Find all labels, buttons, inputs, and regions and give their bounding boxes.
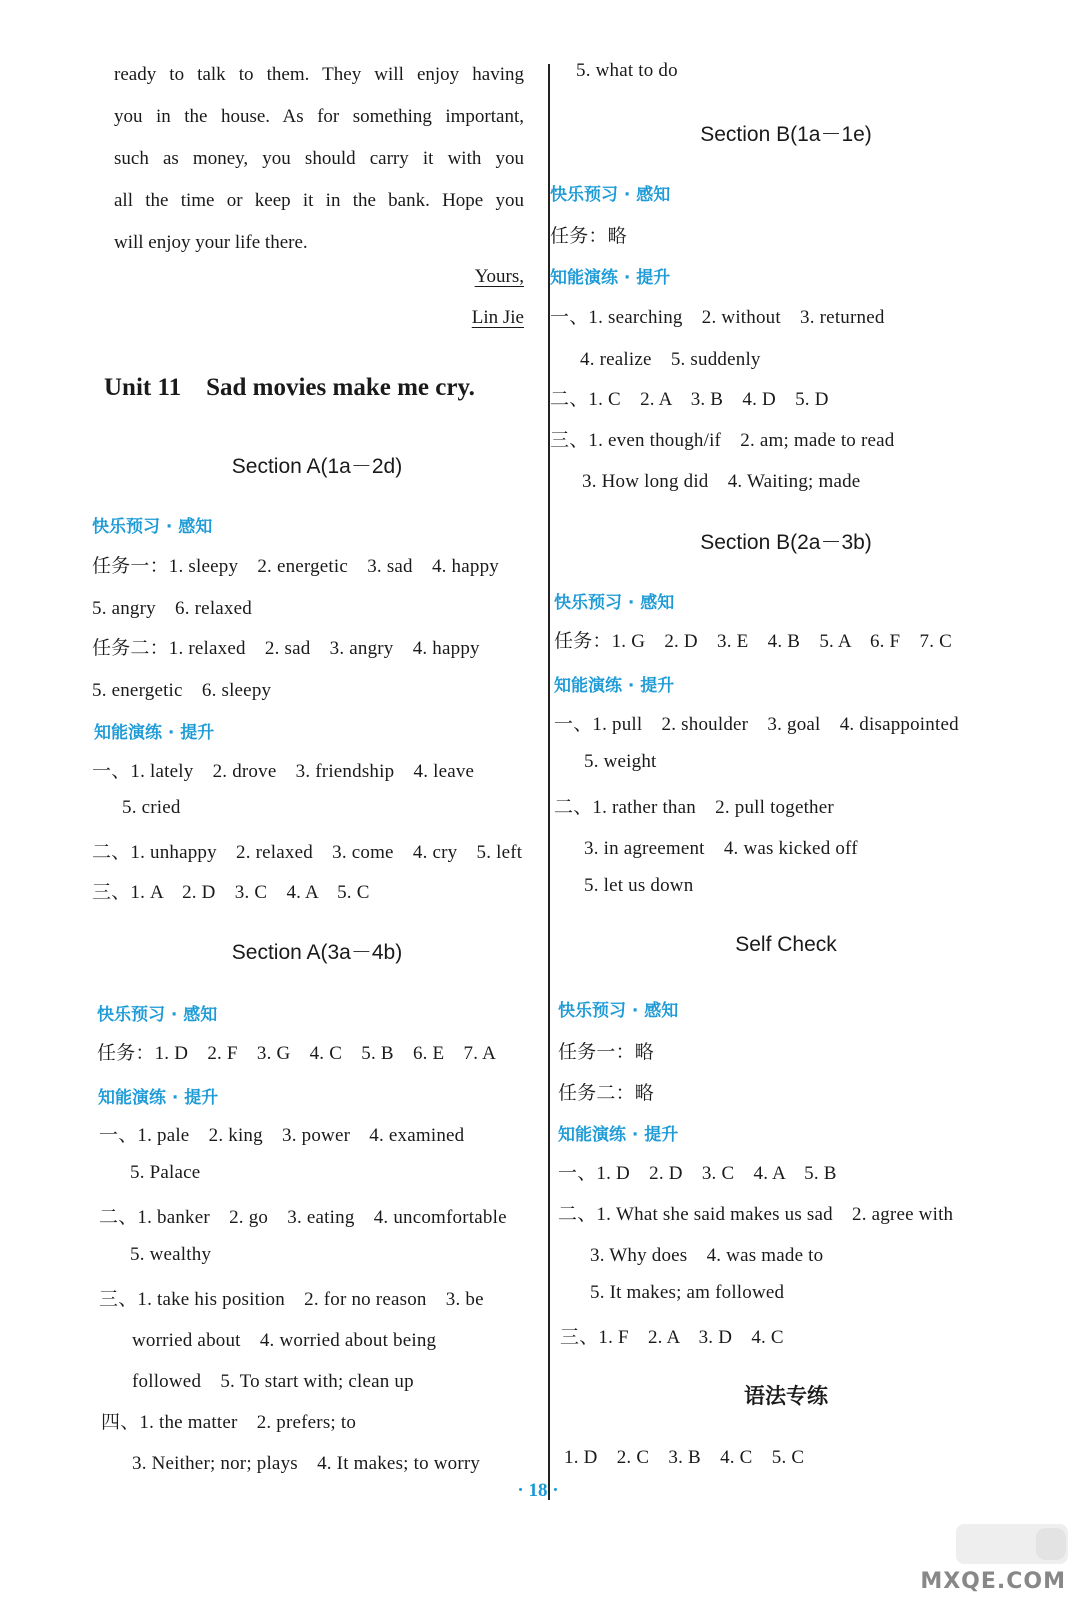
answer-line: followed 5. To start with; clean up <box>132 1371 414 1392</box>
answer-line: 1. D 2. C 3. B 4. C 5. C <box>564 1447 805 1468</box>
section-b-2a-3b-title: Section B(2a－3b) <box>700 531 872 554</box>
answer-line: 任务：1. G 2. D 3. E 4. B 5. A 6. F 7. C <box>554 631 952 652</box>
answer-line: 任务：略 <box>550 226 627 247</box>
answer-line: worried about 4. worried about being <box>132 1330 437 1351</box>
section-b-1a-1e-title: Section B(1a－1e) <box>700 123 872 146</box>
letter-line: ready to talk to them. They will enjoy having <box>114 64 524 85</box>
unit-title: Unit 11 Sad movies make me cry. <box>104 374 475 401</box>
answer-line: 三、1. A 2. D 3. C 4. A 5. C <box>92 882 370 903</box>
section-a-3a-4b-title: Section A(3a－4b) <box>231 941 403 964</box>
answer-line: 4. realize 5. suddenly <box>580 349 761 370</box>
answer-line: 三、1. take his position 2. for no reason 3. be <box>99 1289 484 1310</box>
watermark-text: MXQE.COM <box>920 1569 1066 1594</box>
page-number: · 18 · <box>517 1480 559 1501</box>
answer-line: 一、1. lately 2. drove 3. friendship 4. leave <box>92 761 475 782</box>
answer-line: 二、1. What she said makes us sad 2. agree with <box>558 1204 954 1225</box>
self-check-title: Self Check <box>735 933 837 956</box>
answer-line: 二、1. banker 2. go 3. eating 4. uncomfortable <box>99 1207 507 1228</box>
letter-line: all the time or keep it in the bank. Hope you <box>114 190 524 211</box>
answer-line: 5. Palace <box>130 1162 201 1183</box>
practice-heading: 知能演练 · 提升 <box>554 676 675 696</box>
grammar-practice-title: 语法专练 <box>744 1384 828 1408</box>
letter-line: such as money, you should carry it with you <box>114 148 524 169</box>
letter-signature: Lin Jie <box>471 307 524 328</box>
answer-line: 任务一：1. sleepy 2. energetic 3. sad 4. happy <box>92 556 499 577</box>
answer-line: 一、1. D 2. D 3. C 4. A 5. B <box>558 1163 837 1184</box>
answer-line: 5. wealthy <box>130 1244 212 1265</box>
preview-heading: 快乐预习 · 感知 <box>550 185 671 205</box>
answer-line: 二、1. rather than 2. pull together <box>554 797 834 818</box>
answer-line: 5. It makes; am followed <box>590 1282 785 1303</box>
practice-heading: 知能演练 · 提升 <box>98 1088 219 1108</box>
answer-line: 3. Neither; nor; plays 4. It makes; to worry <box>132 1453 481 1474</box>
answer-line: 任务二：1. relaxed 2. sad 3. angry 4. happy <box>92 638 480 659</box>
preview-heading: 快乐预习 · 感知 <box>554 593 675 613</box>
answer-line: 5. cried <box>122 797 181 818</box>
practice-heading: 知能演练 · 提升 <box>94 723 215 743</box>
preview-heading: 快乐预习 · 感知 <box>92 517 213 537</box>
letter-line: you in the house. As for something important, <box>114 106 524 127</box>
answer-line: 任务一：略 <box>558 1042 655 1063</box>
answer-line: 3. Why does 4. was made to <box>590 1245 824 1266</box>
answer-line: 三、1. F 2. A 3. D 4. C <box>560 1327 784 1348</box>
answer-line: 二、1. C 2. A 3. B 4. D 5. D <box>550 389 829 410</box>
answer-line: 任务二：略 <box>558 1083 655 1104</box>
answer-line: 二、1. unhappy 2. relaxed 3. come 4. cry 5. left <box>92 842 523 863</box>
answer-line: 一、1. pull 2. shoulder 3. goal 4. disappointed <box>554 714 959 735</box>
answer-line: 5. weight <box>584 751 657 772</box>
answer-line: 5. energetic 6. sleepy <box>92 680 272 701</box>
preview-heading: 快乐预习 · 感知 <box>97 1005 218 1025</box>
letter-closing: Yours, <box>474 266 524 287</box>
letter-body <box>114 54 524 264</box>
answer-line: 四、1. the matter 2. prefers; to <box>101 1412 357 1433</box>
answer-line: 5. let us down <box>584 875 694 896</box>
answer-line: 3. How long did 4. Waiting; made <box>582 471 861 492</box>
preview-heading: 快乐预习 · 感知 <box>558 1001 679 1021</box>
answer-line: 一、1. pale 2. king 3. power 4. examined <box>99 1125 465 1146</box>
practice-heading: 知能演练 · 提升 <box>550 268 671 288</box>
answer-line: 5. what to do <box>576 60 678 81</box>
practice-heading: 知能演练 · 提升 <box>558 1125 679 1145</box>
answer-line: 5. angry 6. relaxed <box>92 598 252 619</box>
letter-line: will enjoy your life there. <box>114 232 308 253</box>
answer-line: 一、1. searching 2. without 3. returned <box>550 307 885 328</box>
answer-line: 任务：1. D 2. F 3. G 4. C 5. B 6. E 7. A <box>97 1043 497 1064</box>
answer-line: 三、1. even though/if 2. am; made to read <box>550 430 895 451</box>
section-a-1a-2d-title: Section A(1a－2d) <box>231 455 403 478</box>
answer-line: 3. in agreement 4. was kicked off <box>584 838 858 859</box>
